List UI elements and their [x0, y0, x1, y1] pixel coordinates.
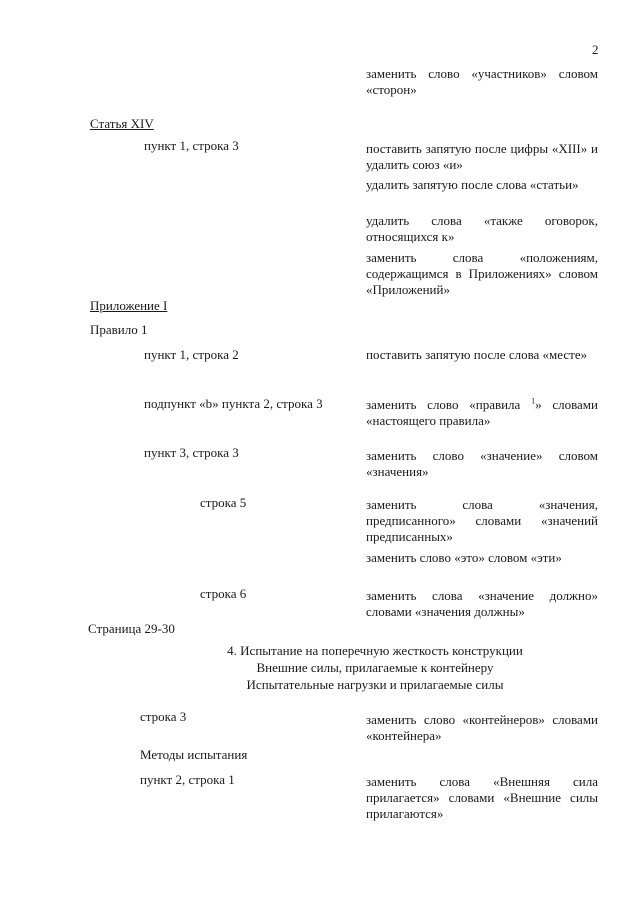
amendment-text	[366, 397, 598, 429]
article-heading: Статья XIV	[90, 116, 154, 131]
location-label: подпункт «b» пункта 2, строка 3	[144, 396, 323, 411]
amendment-text-part: заменить слово «правила	[366, 397, 532, 412]
amendment-text: поставить запятую после слова «месте»	[366, 347, 588, 362]
methods-heading: Методы испытания	[140, 747, 248, 762]
amendment-text: заменить слово «участников» словом «сторон»	[366, 66, 598, 97]
annex-heading: Приложение I	[90, 298, 168, 313]
section-heading: 4. Испытание на поперечную жесткость конструкции	[227, 643, 523, 658]
section-subheading: Испытательные нагрузки и прилагаемые силы	[246, 677, 504, 692]
location-label: пункт 1, строка 2	[144, 347, 239, 362]
footnote-mark: 1	[531, 396, 536, 406]
location-label: пункт 2, строка 1	[140, 772, 235, 787]
amendment-text: заменить слово «значение» словом «значения»	[366, 448, 598, 479]
amendment-text: заменить слова «положениям, содержащимся в Приложениях» словом «Приложений»	[366, 250, 598, 297]
location-label: пункт 3, строка 3	[144, 445, 239, 460]
location-label: строка 5	[200, 495, 247, 510]
section-subheading: Внешние силы, прилагаемые к контейнеру	[256, 660, 494, 675]
amendment-text: удалить слова «также оговорок, относящихся к»	[366, 213, 598, 244]
amendment-text: удалить запятую после слова «статьи»	[366, 177, 579, 192]
amendment-text: поставить запятую после цифры «XIII» и удалить союз «и»	[366, 141, 598, 172]
pages-heading: Страница 29-30	[88, 621, 175, 636]
rule-heading: Правило 1	[90, 322, 148, 337]
amendment-text: заменить слово «контейнеров» словами «контейнера»	[366, 712, 598, 743]
amendment-text: заменить слова «Внешняя сила прилагается» словами «Внешние силы прилагаются»	[366, 774, 598, 821]
page-number: 2	[592, 42, 599, 57]
amendment-text: заменить слово «это» словом «эти»	[366, 550, 562, 565]
location-label: строка 3	[140, 709, 187, 724]
amendment-text-part: » словами «настоящего правила»	[366, 397, 598, 428]
amendment-text: заменить слова «значение должно» словами «значения должны»	[366, 588, 598, 619]
location-label: пункт 1, строка 3	[144, 138, 239, 153]
location-label: строка 6	[200, 586, 247, 601]
amendment-text: заменить слова «значения, предписанного» словами «значений предписанных»	[366, 497, 598, 544]
